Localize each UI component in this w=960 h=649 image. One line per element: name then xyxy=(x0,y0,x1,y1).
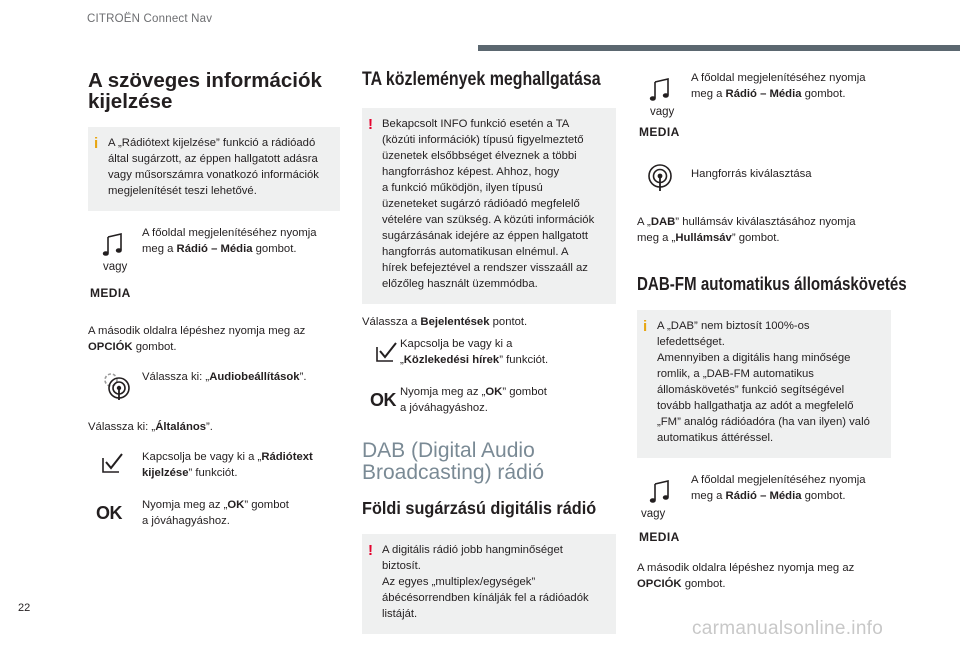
page-number: 22 xyxy=(18,602,31,614)
warning-mark-icon: ! xyxy=(368,542,373,559)
section-title-ta: TA közlemények meghallgatása xyxy=(362,69,601,90)
section-title-radiotext: A szöveges információk kijelzése xyxy=(88,69,322,113)
traffic-toggle-step: Kapcsolja be vagy ki a „Közlekedési hírek” funkciót. xyxy=(362,336,616,380)
checkbox-icon xyxy=(376,342,398,362)
general-instruction: Válassza ki: „Általános”. xyxy=(88,421,213,433)
column-3 xyxy=(637,70,907,592)
or-label: vagy xyxy=(641,508,666,520)
checkbox-icon xyxy=(102,453,124,473)
options-instruction: A második oldalra lépéshez nyomja meg az OPCIÓK gombot. xyxy=(88,325,306,353)
info-mark-icon: i xyxy=(94,135,99,152)
music-note-icon xyxy=(649,78,671,102)
media-step: vagy MEDIA A főoldal megjelenítéséhez nyomja meg a Rádió – Média gombot. xyxy=(90,227,317,300)
section-title-dab: DAB (Digital Audio Broadcasting) rádió xyxy=(362,439,545,484)
info-box-dab-fm: i A „DAB” nem biztosít 100%-os lefedettséget. Amennyiben a digitális hang minősége romlik, a „DAB-FM automatikus állomáskövetés” funkció segítségével tovább hallgathatja az adót a megfelelő „FM” analóg rádióadóra (ha van ilyen) való automatikus áttéréssel. xyxy=(637,310,891,458)
column-2 xyxy=(362,70,616,634)
ok-step: OK Nyomja meg az „OK” gombot a jóváhagyáshoz. xyxy=(96,499,289,527)
warning-box-digital: ! A digitális rádió jobb hangminőséget biztosít. Az egyes „multiplex/egységek” ábécésorrendben kínálják fel a rádióadók listáját. xyxy=(362,534,616,634)
info-box-radiotext: i A „Rádiótext kijelzése” funkció a rádióadó által sugárzott, az éppen hallgatott adásra vagy műsorszámra vonatkozó információk megjelenítését teszi lehetővé. xyxy=(88,127,340,211)
header-rule xyxy=(478,45,960,51)
warning-box-ta: ! Bekapcsolt INFO funkció esetén a TA (közúti információk) típusú figyelmeztető üzenetek elsőbbséget élveznek a többi hangforráshoz képest. Ahhoz, hogy a funkció működjön, ilyen típusú üzeneteket sugárzó rádióadó megfelelő vételére van szükség. A közúti információk sugárzásának idejére az éppen hallgatott hangforrás automatikusan elnémul. A hírek befejeztével a rendszer visszaáll az előzőleg használt üzemmódba. xyxy=(362,108,616,304)
or-label: vagy xyxy=(650,106,675,118)
ok-button-label: OK xyxy=(370,390,396,410)
music-note-icon xyxy=(102,233,124,257)
audio-settings-step: Válassza ki: „Audiobeállítások”. xyxy=(88,369,340,411)
media-button-label: MEDIA xyxy=(90,286,131,300)
options-instruction: A második oldalra lépéshez nyomja meg az OPCIÓK gombot. xyxy=(637,562,855,590)
media-step: vagy MEDIA A főoldal megjelenítéséhez nyomja meg a Rádió – Média gombot. xyxy=(639,72,866,139)
info-mark-icon: i xyxy=(643,318,648,335)
band-instruction: A „DAB” hullámsáv kiválasztásához nyomja meg a „Hullámsáv” gombot. xyxy=(637,216,856,244)
column-1 xyxy=(88,70,340,537)
header-brand: CITROËN Connect Nav xyxy=(87,13,213,25)
section-title-terrestrial: Földi sugárzású digitális rádió xyxy=(362,498,597,518)
or-label: vagy xyxy=(103,261,128,273)
media-step-2: vagy MEDIA A főoldal megjelenítéséhez nyomja meg a Rádió – Média gombot. xyxy=(639,474,866,544)
radiotext-toggle-step: Kapcsolja be vagy ki a „Rádiótext kijelzése” funkciót. xyxy=(88,449,340,493)
settings-radio-icon xyxy=(102,371,132,401)
media-button-label: MEDIA xyxy=(639,530,680,544)
ok-step: OK Nyomja meg az „OK” gombot a jóváhagyáshoz. xyxy=(370,386,547,414)
announcements-instruction: Válassza a Bejelentések pontot. xyxy=(362,316,528,328)
warning-mark-icon: ! xyxy=(368,116,373,133)
ok-button-label: OK xyxy=(96,503,122,523)
watermark: carmanualsonline.info xyxy=(692,618,884,639)
media-button-label: MEDIA xyxy=(639,125,680,139)
radio-broadcast-icon xyxy=(645,162,675,192)
music-note-icon xyxy=(649,480,671,504)
section-title-dab-fm: DAB-FM automatikus állomáskövetés xyxy=(637,274,907,294)
source-select-step: Hangforrás kiválasztása xyxy=(637,156,891,202)
